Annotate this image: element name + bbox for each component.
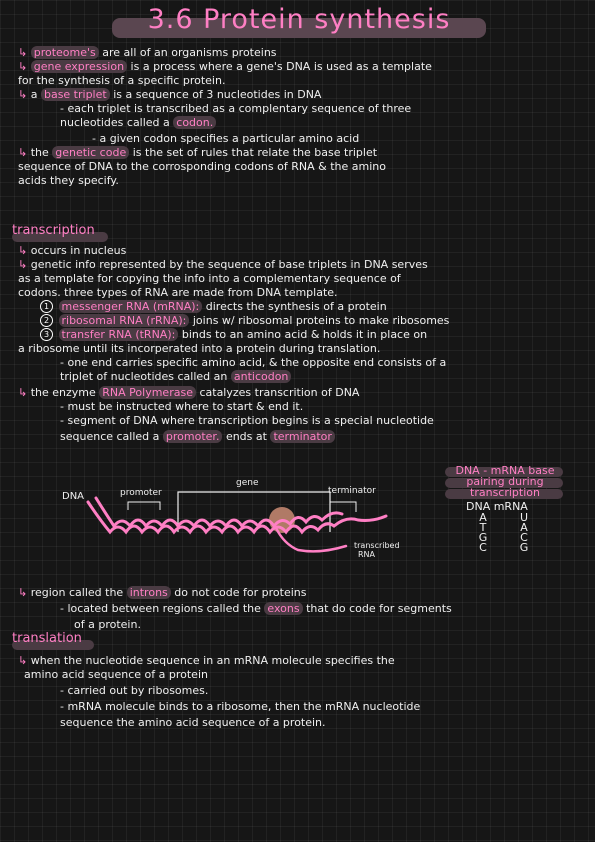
note-line (18, 258, 583, 272)
note-line (40, 328, 595, 342)
note-text: as a template for copying the info into a complementary sequence of (18, 272, 401, 285)
note-line (60, 370, 595, 384)
note-text: - carried out by ribosomes. (60, 684, 209, 697)
dna-base-column (476, 513, 490, 553)
mrna-base: U (519, 511, 529, 524)
term-promoter: promoter. (163, 430, 223, 443)
term-mrna: messenger RNA (mRNA): (59, 300, 203, 313)
note-line (18, 286, 583, 300)
term-exons: exons (264, 602, 302, 615)
term-gene-expression: gene expression (31, 60, 127, 73)
note-text: a (30, 88, 38, 101)
note-line (60, 116, 595, 130)
note-text: are all of an organisms proteins (102, 46, 277, 59)
section-heading-transcription: transcription (12, 223, 95, 238)
note-line (18, 244, 583, 258)
dna-base: C (479, 541, 487, 554)
note-text: sequence the amino acid sequence of a protein. (60, 716, 326, 729)
note-text: - must be instructed where to start & end it. (60, 400, 304, 413)
note-text: catalyzes transcrition of DNA (199, 386, 360, 399)
note-text: region called the (30, 586, 124, 599)
note-text: binds to an amino acid & holds it in place on (181, 328, 428, 341)
note-text: is the set of rules that relate the base triplet (132, 146, 378, 159)
transcribed-rna-label-2: RNA (358, 550, 376, 559)
promoter-label: promoter (120, 488, 162, 498)
note-line (18, 272, 583, 286)
note-text: codons. three types of RNA are made from DNA template. (18, 286, 338, 299)
note-text: do not code for proteins (174, 586, 307, 599)
note-line (60, 684, 595, 698)
pairing-title-line: pairing during (466, 475, 544, 488)
note-line (18, 386, 583, 400)
pairing-title-line: transcription (470, 486, 540, 499)
term-genetic-code: genetic code (52, 146, 129, 159)
note-line (18, 342, 583, 356)
note-line (60, 400, 595, 414)
note-line (60, 700, 595, 714)
note-line (60, 602, 595, 616)
note-line (24, 668, 589, 682)
note-text: directs the synthesis of a protein (205, 300, 387, 313)
arrow-bullet-icon: ↳ (18, 146, 28, 159)
arrow-bullet-icon: ↳ (18, 88, 28, 101)
note-text: sequence of DNA to the corrosponding codons of RNA & the amino (18, 160, 386, 173)
note-line (18, 88, 583, 102)
term-codon: codon. (173, 116, 216, 129)
note-text: the (30, 146, 49, 159)
note-text: joins w/ ribosomal proteins to make ribosomes (192, 314, 450, 327)
note-line (18, 160, 583, 174)
note-line (74, 618, 595, 632)
term-anticodon: anticodon (231, 370, 292, 383)
arrow-bullet-icon: ↳ (18, 244, 28, 257)
note-line (18, 46, 583, 60)
note-text: ends at (225, 430, 267, 443)
term-terminator: terminator (270, 430, 334, 443)
note-text: that do code for segments (306, 602, 452, 615)
promoter-bracket (128, 502, 160, 510)
note-text: genetic info represented by the sequence of base triplets in DNA serves (30, 258, 428, 271)
note-line (18, 174, 583, 188)
terminator-label: terminator (328, 486, 376, 496)
note-line (18, 74, 583, 88)
note-line (60, 716, 595, 730)
arrow-bullet-icon: ↳ (18, 46, 28, 59)
dna-base: T (479, 521, 487, 534)
note-text: acids they specify. (18, 174, 119, 187)
note-line (18, 586, 583, 600)
gene-label: gene (236, 478, 259, 488)
dna-label: DNA (62, 491, 85, 502)
pairing-header: DNA mRNA (466, 500, 528, 513)
number-1-icon: 1 (40, 300, 53, 313)
pairing-title-line: DNA - mRNA base (455, 464, 555, 477)
term-rrna: ribosomal RNA (rRNA): (59, 314, 190, 327)
note-text: triplet of nucleotides called an (60, 370, 228, 383)
mrna-base: A (520, 521, 528, 534)
note-text: is a process where a gene's DNA is used as a template (130, 60, 432, 73)
note-text: a ribosome until its incorperated into a protein during translation. (18, 342, 381, 355)
arrow-bullet-icon: ↳ (18, 586, 28, 599)
arrow-bullet-icon: ↳ (18, 258, 28, 271)
note-text: - located between regions called the (60, 602, 261, 615)
arrow-bullet-icon: ↳ (18, 386, 28, 399)
note-text: of a protein. (74, 618, 141, 631)
note-text: when the nucleotide sequence in an mRNA molecule specifies the (30, 654, 395, 667)
arrow-bullet-icon: ↳ (18, 654, 28, 667)
note-line (60, 356, 595, 370)
note-text: occurs in nucleus (30, 244, 127, 257)
note-text: - one end carries specific amino acid, & the opposite end consists of a (60, 356, 447, 369)
note-line (60, 414, 595, 428)
section-heading-translation: translation (12, 631, 82, 646)
dna-strand-1 (88, 502, 386, 532)
terminator-bracket (330, 502, 356, 512)
mrna-base-column (517, 513, 531, 553)
dna-base: A (479, 511, 487, 524)
note-text: the enzyme (30, 386, 96, 399)
note-line (18, 60, 583, 74)
mrna-base: C (520, 531, 528, 544)
note-line (60, 102, 595, 116)
note-text: - each triplet is transcribed as a complentary sequence of three (60, 102, 412, 115)
page-title-block (112, 6, 486, 40)
note-line (40, 314, 595, 328)
term-base-triplet: base triplet (41, 88, 110, 101)
note-text: - a given codon specifies a particular amino acid (92, 132, 360, 145)
note-line (92, 132, 595, 146)
arrow-bullet-icon: ↳ (18, 60, 28, 73)
note-line (18, 146, 583, 160)
number-2-icon: 2 (40, 314, 53, 327)
note-text: - segment of DNA where transcription begins is a special nucleotide (60, 414, 434, 427)
number-3-icon: 3 (40, 328, 53, 341)
term-introns: introns (127, 586, 171, 599)
term-trna: transfer RNA (tRNA): (59, 328, 179, 341)
note-text: sequence called a (60, 430, 160, 443)
transcription-diagram (0, 440, 440, 570)
term-rna-polymerase: RNA Polymerase (99, 386, 196, 399)
note-text: is a sequence of 3 nucleotides in DNA (113, 88, 322, 101)
page-title: 3.6 Protein synthesis (147, 4, 451, 35)
note-text: for the synthesis of a specific protein. (18, 74, 226, 87)
transcribed-rna-label-1: transcribed (354, 541, 400, 550)
dna-base: G (478, 531, 488, 544)
note-text: nucleotides called a (60, 116, 170, 129)
note-line (40, 300, 595, 314)
note-line (18, 654, 583, 668)
note-text: - mRNA molecule binds to a ribosome, then the mRNA nucleotide (60, 700, 421, 713)
mrna-base: G (519, 541, 529, 554)
note-text: amino acid sequence of a protein (24, 668, 208, 681)
term-proteome: proteome's (31, 46, 99, 59)
